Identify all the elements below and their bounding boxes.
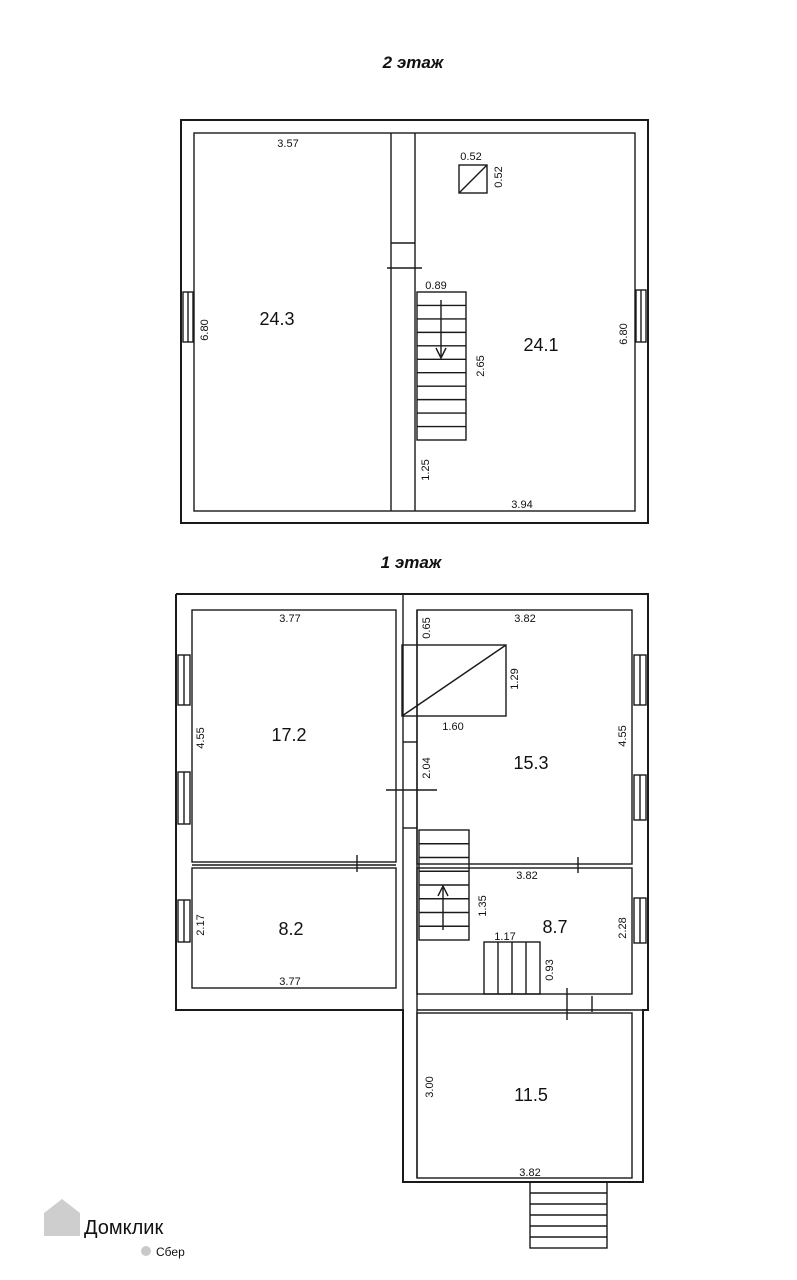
dim-floor2-left-top: 3.57 (277, 138, 299, 150)
room-area-floor2-right: 24.1 (523, 335, 559, 355)
dim-floor2-left-side: 6.80 (199, 319, 211, 341)
room-area-11-5: 11.5 (514, 1085, 548, 1105)
dim-floor1-b-top: 3.82 (514, 613, 536, 625)
entrance-steps (530, 1182, 607, 1248)
dim-floor1-door-gap: 2.04 (421, 757, 433, 779)
watermark-brand: Домклик (84, 1217, 164, 1239)
floor2-stair (417, 292, 466, 440)
dim-floor1-d-side: 2.28 (617, 917, 629, 939)
dim-floor1-corridor: 0.65 (421, 617, 433, 639)
dim-floor2-stair-gap: 1.25 (420, 459, 432, 481)
dim-floor1-d-stair: 1.35 (477, 895, 489, 917)
dim-floor1-c-bottom: 3.77 (279, 976, 301, 988)
floor1-title: 1 этаж (380, 553, 442, 572)
dim-floor1-a-top: 3.77 (279, 613, 301, 625)
dim-floor1-e-side: 3.00 (424, 1076, 436, 1098)
dim-floor2-right-bottom: 3.94 (511, 499, 533, 511)
dim-floor2-stair-width: 0.89 (425, 280, 447, 292)
room-area-15-3: 15.3 (513, 753, 549, 773)
dim-floor1-d-gap: 0.93 (544, 959, 556, 981)
dim-floor1-c-side: 2.17 (195, 914, 207, 936)
dim-floor2-hatch-height: 0.52 (493, 166, 505, 188)
room-area-17-2: 17.2 (271, 725, 307, 745)
room-area-8-7: 8.7 (542, 917, 568, 937)
dim-floor1-d-top: 3.82 (516, 870, 538, 882)
dim-floor1-d-width: 1.17 (494, 931, 516, 943)
dim-floor1-box-width: 1.60 (442, 721, 464, 733)
room-area-floor2-left: 24.3 (259, 309, 295, 329)
dim-floor1-box-height: 1.29 (509, 668, 521, 690)
dim-floor1-b-side: 4.55 (617, 725, 629, 747)
dim-floor1-a-side: 4.55 (195, 727, 207, 749)
floor2-title: 2 этаж (382, 53, 444, 72)
dim-floor2-right-side: 6.80 (618, 323, 630, 345)
floor1-walls (176, 594, 648, 1182)
dim-floor2-hatch-width: 0.52 (460, 151, 482, 163)
watermark-sub: Сбер (156, 1245, 185, 1259)
domclick-logo (44, 1199, 185, 1259)
floor2-walls (181, 120, 648, 523)
dim-floor2-stair-length: 2.65 (475, 355, 487, 377)
room-area-8-2: 8.2 (278, 919, 304, 939)
floor2-hatch (459, 165, 487, 193)
dim-floor1-e-bottom: 3.82 (519, 1167, 541, 1179)
